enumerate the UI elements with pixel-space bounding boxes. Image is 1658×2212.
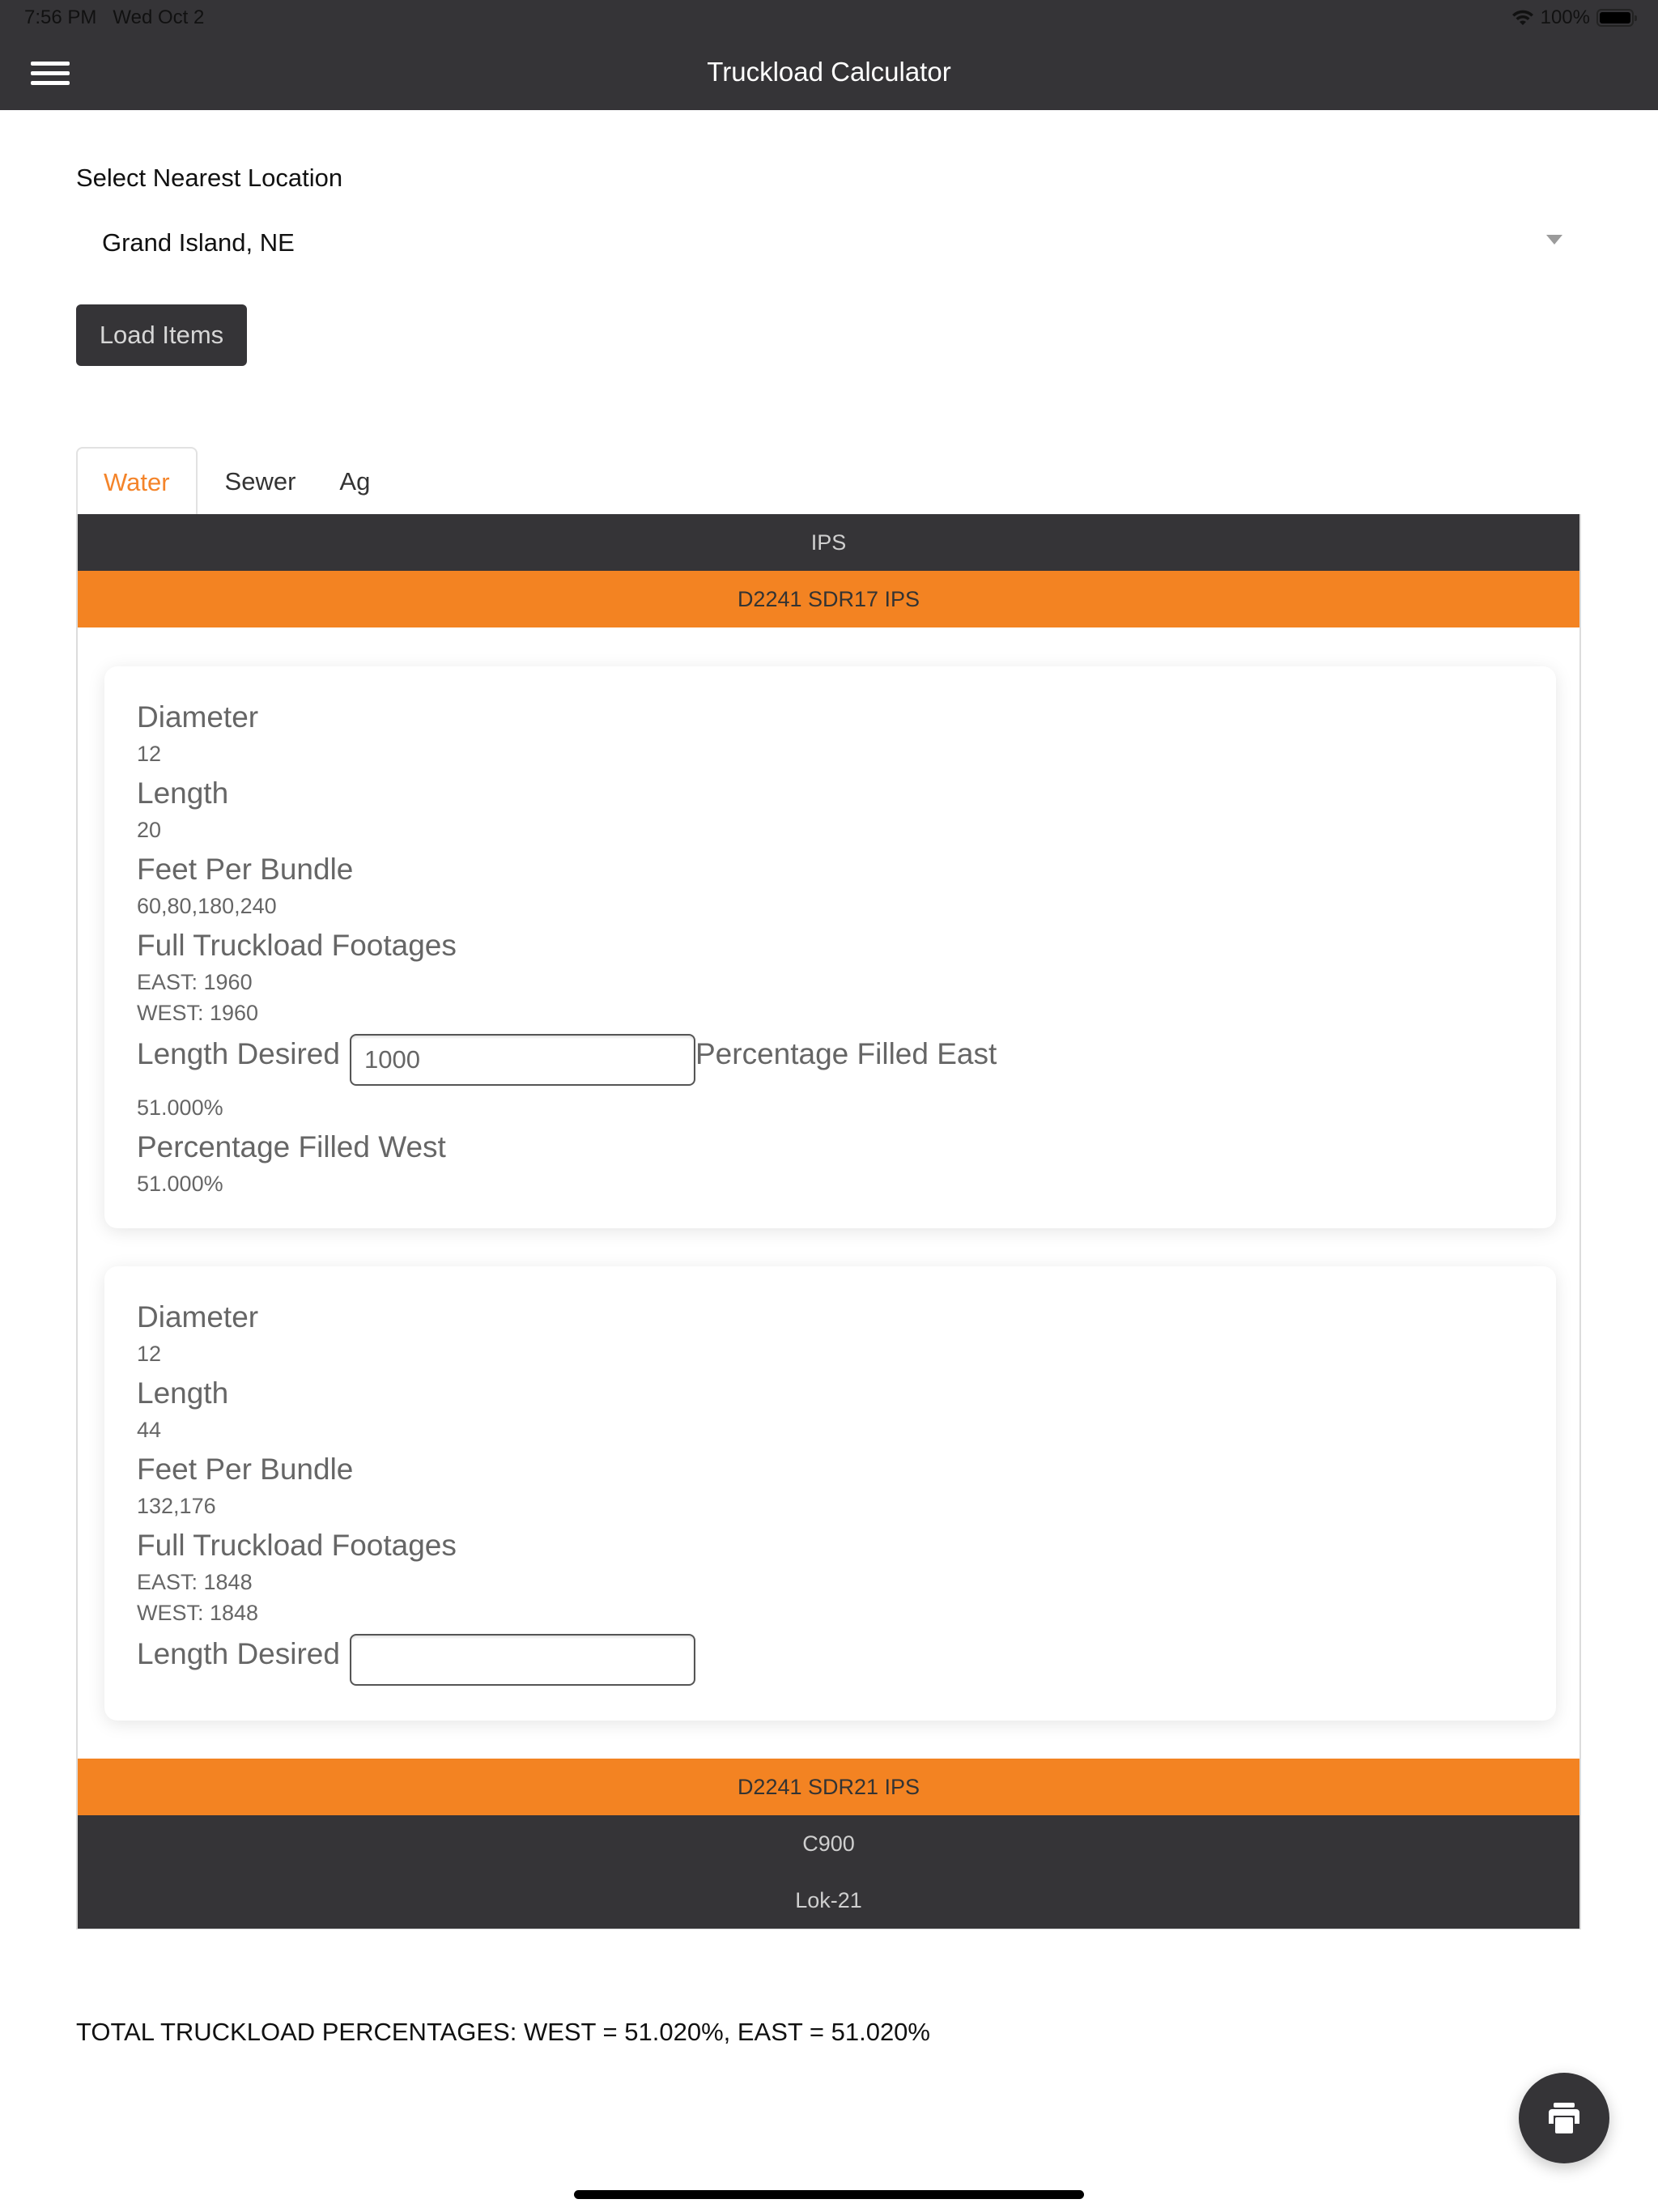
location-selected-value: Grand Island, NE <box>102 228 295 257</box>
length-value: 44 <box>137 1418 162 1442</box>
category-tabs <box>76 447 397 516</box>
product-card <box>104 1266 1556 1721</box>
length-value: 20 <box>137 818 162 842</box>
wifi-icon <box>1511 9 1534 27</box>
length-label: Length <box>137 1376 229 1410</box>
truckload-west: WEST: 1848 <box>137 1601 259 1625</box>
category-header-c900[interactable]: C900 <box>78 1815 1579 1872</box>
category-header-lok21[interactable]: Lok-21 <box>78 1872 1579 1929</box>
pct-filled-east-value: 51.000% <box>137 1095 223 1120</box>
status-time: 7:56 PM <box>24 6 97 28</box>
status-indicators <box>1511 6 1634 29</box>
category-header-ips[interactable]: IPS <box>78 514 1579 571</box>
tab-ag[interactable]: Ag <box>339 466 371 496</box>
location-label: Select Nearest Location <box>76 164 343 192</box>
length-label: Length <box>137 776 229 810</box>
full-truckload-label: Full Truckload Footages <box>137 1529 457 1562</box>
pct-filled-west-value: 51.000% <box>137 1172 223 1196</box>
top-app-bar <box>0 0 1658 110</box>
battery-icon <box>1596 9 1634 27</box>
group-header-d2241-sdr17[interactable]: D2241 SDR17 IPS <box>78 571 1579 627</box>
pct-filled-east-label: Percentage Filled East <box>695 1037 997 1070</box>
feet-per-bundle-value: 132,176 <box>137 1494 216 1518</box>
pct-filled-west-label: Percentage Filled West <box>137 1130 446 1163</box>
status-time-date <box>24 6 204 29</box>
length-desired-input[interactable] <box>350 1034 695 1086</box>
tab-sewer[interactable]: Sewer <box>224 466 296 496</box>
feet-per-bundle-label: Feet Per Bundle <box>137 1453 354 1486</box>
status-date: Wed Oct 2 <box>113 6 205 28</box>
group-header-d2241-sdr21[interactable]: D2241 SDR21 IPS <box>78 1759 1579 1815</box>
tab-water[interactable]: Water <box>76 447 198 516</box>
diameter-label: Diameter <box>137 1300 259 1334</box>
battery-percent: 100% <box>1540 6 1590 28</box>
feet-per-bundle-value: 60,80,180,240 <box>137 894 277 918</box>
dropdown-arrow-icon <box>1546 235 1562 245</box>
page-title: Truckload Calculator <box>707 57 951 87</box>
print-icon <box>1545 2099 1583 2137</box>
diameter-label: Diameter <box>137 700 259 734</box>
length-desired-label: Length Desired <box>137 1637 340 1670</box>
diameter-value: 12 <box>137 1342 162 1366</box>
tab-panel-water <box>76 514 1581 1929</box>
diameter-value: 12 <box>137 742 162 766</box>
product-card <box>104 666 1556 1228</box>
truckload-east: EAST: 1960 <box>137 970 253 994</box>
full-truckload-label: Full Truckload Footages <box>137 929 457 962</box>
length-desired-label: Length Desired <box>137 1037 340 1070</box>
load-items-button[interactable]: Load Items <box>76 304 247 366</box>
home-indicator[interactable] <box>574 2190 1084 2199</box>
feet-per-bundle-label: Feet Per Bundle <box>137 853 354 886</box>
location-select[interactable] <box>76 212 1580 277</box>
truckload-east: EAST: 1848 <box>137 1570 253 1594</box>
truckload-west: WEST: 1960 <box>137 1001 259 1025</box>
print-button[interactable] <box>1519 2073 1609 2163</box>
total-truckload-percentages: TOTAL TRUCKLOAD PERCENTAGES: WEST = 51.020%, EAST = 51.020% <box>76 2018 930 2046</box>
length-desired-input[interactable] <box>350 1634 695 1686</box>
